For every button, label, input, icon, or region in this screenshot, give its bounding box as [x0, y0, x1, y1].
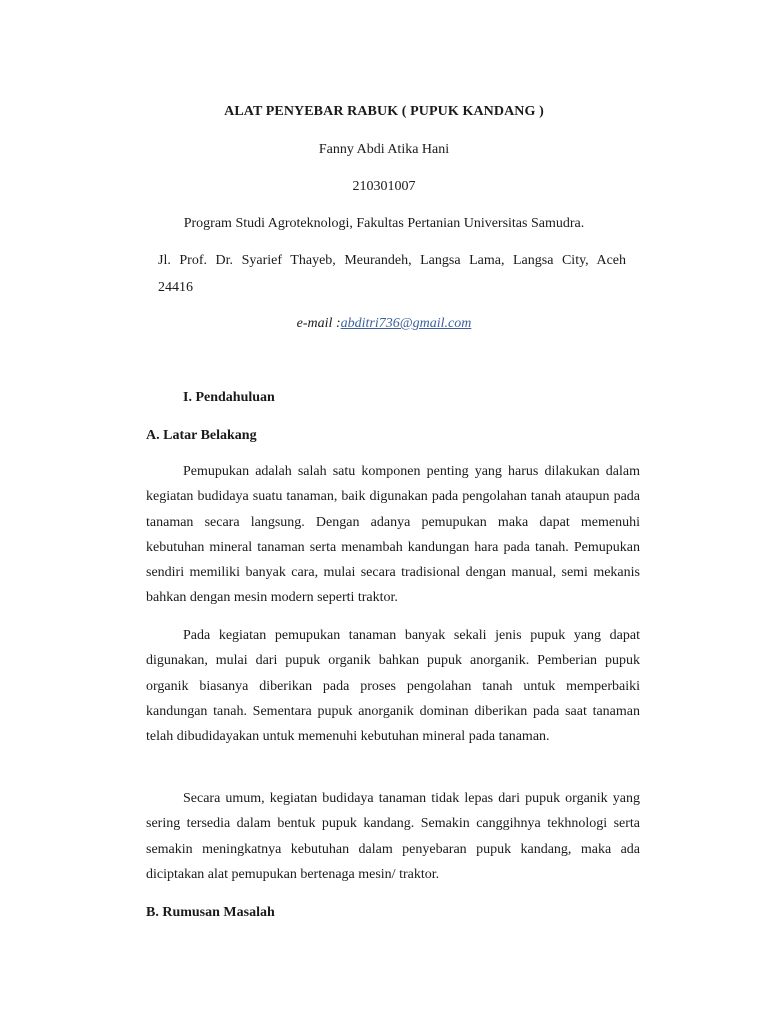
- address-block: [158, 248, 626, 295]
- address-line-1: Jl. Prof. Dr. Syarief Thayeb, Meurandeh, Langsa Lama, Langsa City, Aceh: [158, 253, 626, 268]
- paragraph-1: Pemupukan adalah salah satu komponen penting yang harus dilakukan dalam kegiatan budidaya suatu tanaman, baik digunakan pada pengolahan tanah ataupun pada tanaman secara langsung. Dengan adanya pemupukan maka dapat memenuhi kebutuhan mineral tanaman serta menambah kandungan hara pada tanah. Pemupukan sendiri memiliki banyak cara, mulai secara tradisional dengan manual, semi mekanis bahkan dengan mesin modern seperti traktor.: [146, 464, 640, 606]
- subsection-heading-latar-belakang: A. Latar Belakang: [146, 428, 257, 443]
- email-link[interactable]: abditri736@gmail.com: [340, 316, 472, 331]
- section-heading-pendahuluan: I. Pendahuluan: [183, 390, 275, 405]
- paragraph-3: Secara umum, kegiatan budidaya tanaman tidak lepas dari pupuk organik yang sering tersedia dalam bentuk pupuk kandang. Semakin canggihnya tekhnologi serta semakin meningkatnya kebutuhan dalam penyebaran pupuk kandang, maka ada diciptakan alat pemupukan bertenaga mesin/ traktor.: [146, 791, 640, 882]
- email-line: [0, 315, 768, 333]
- paragraph-2: Pada kegiatan pemupukan tanaman banyak sekali jenis pupuk yang dapat digunakan, mulai dari pupuk organik bahkan pupuk anorganik. Pemberian pupuk organik biasanya diberikan pada proses pengolahan tanah untuk memperbaiki kandungan tanah. Sementara pupuk anorganik dominan diberikan pada saat tanaman telah dibudidayakan untuk memenuhi kebutuhan mineral pada tanaman.: [146, 628, 640, 745]
- subsection-heading-rumusan-masalah: B. Rumusan Masalah: [146, 905, 275, 920]
- email-label: e-mail :: [296, 316, 341, 331]
- study-program: Program Studi Agroteknologi, Fakultas Pertanian Universitas Samudra.: [183, 216, 585, 231]
- document-title: ALAT PENYEBAR RABUK ( PUPUK KANDANG ): [224, 104, 544, 119]
- address-line-2: 24416: [158, 280, 193, 295]
- student-id: 210301007: [352, 179, 416, 194]
- author-name: Fanny Abdi Atika Hani: [318, 142, 450, 157]
